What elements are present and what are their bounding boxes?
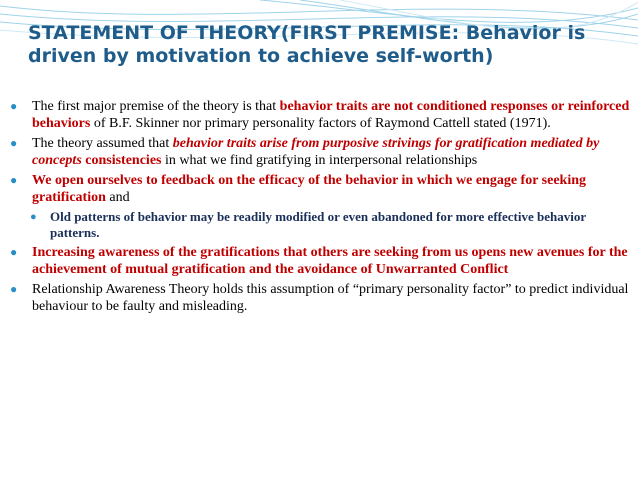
bullet-emphasis: behavior traits arise from purposive strivings for gratification mediated by concepts — [32, 136, 600, 168]
bullet-icon: ● — [10, 99, 18, 113]
bullet-text: The first major premise of the theory is that — [32, 99, 280, 114]
bullet-emphasis: Increasing awareness of the gratifications that others are seeking from us opens new avenues for the achievement of mutual gratification and the avoidance of Unwarranted Conflict — [32, 245, 628, 277]
sub-bullet-text: Old patterns of behavior may be readily modified or even abandoned for more effective behavior patterns. — [50, 209, 586, 240]
bullet-icon: ● — [10, 282, 18, 296]
bullet-list — [6, 98, 630, 318]
list-item — [6, 244, 630, 278]
bullet-icon: ● — [10, 173, 18, 187]
bullet-icon: ● — [10, 245, 18, 259]
bullet-text: Relationship Awareness Theory holds this assumption of “primary personality factor” to predict individual behaviour to be faulty and misleading. — [32, 282, 629, 314]
list-item — [6, 281, 630, 315]
bullet-text: The theory assumed that — [32, 136, 173, 151]
sub-list-item — [6, 209, 630, 241]
bullet-text: in what we find gratifying in interpersonal relationships — [161, 153, 478, 168]
list-item — [6, 135, 630, 169]
bullet-text: of B.F. Skinner nor primary personality factors of Raymond Cattell stated (1971). — [90, 116, 551, 131]
bullet-emphasis: behavior traits are not conditioned responses or reinforced behaviors — [32, 99, 630, 131]
bullet-icon: ● — [30, 211, 37, 223]
list-item — [6, 172, 630, 206]
bullet-emphasis: consistencies — [81, 153, 162, 168]
list-item — [6, 98, 630, 132]
bullet-text: and — [105, 190, 130, 205]
bullet-emphasis: We open ourselves to feedback on the efficacy of the behavior in which we engage for seeking gratification — [32, 173, 586, 205]
slide-title: STATEMENT OF THEORY(FIRST PREMISE: Behavior is driven by motivation to achieve self-worth) — [28, 22, 586, 67]
bullet-icon: ● — [10, 136, 18, 150]
